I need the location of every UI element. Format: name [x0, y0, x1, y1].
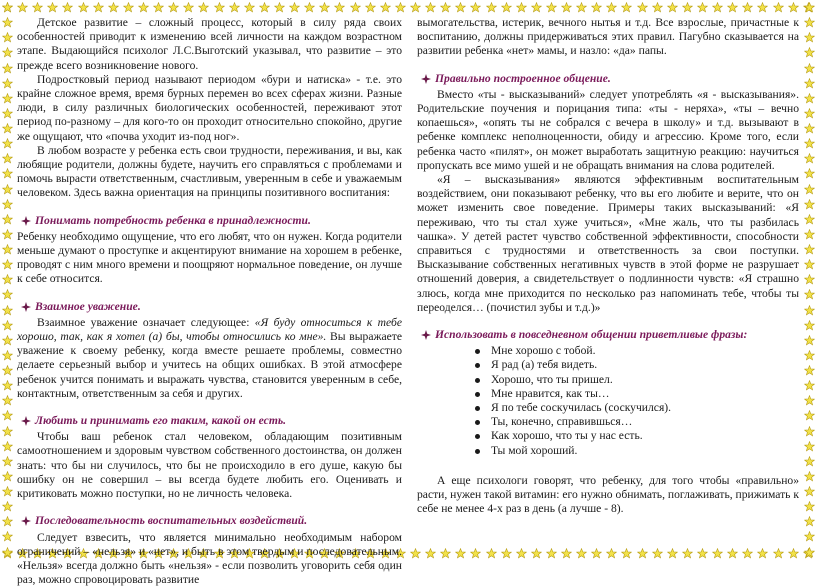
- star-icon: [2, 501, 13, 512]
- star-icon: [334, 2, 345, 13]
- friendly-phrases-list: [417, 344, 799, 458]
- star-icon: [198, 2, 209, 13]
- star-icon: [804, 501, 815, 512]
- star-icon: [304, 2, 315, 13]
- star-icon: [804, 441, 815, 452]
- star-border-top: [0, 0, 816, 14]
- star-icon: [804, 108, 815, 119]
- star-icon: [2, 350, 13, 361]
- star-icon: [410, 2, 421, 13]
- star-icon: [2, 63, 13, 74]
- bullet-icon: [475, 363, 480, 368]
- star-icon: [804, 380, 815, 391]
- star-icon: [804, 395, 815, 406]
- star-icon: [804, 410, 815, 421]
- star-icon: [455, 2, 466, 13]
- list-item: Я по тебе соскучилась (соскучился).: [417, 401, 799, 415]
- star-icon: [804, 531, 815, 542]
- star-icon: [2, 108, 13, 119]
- list-item: Хорошо, что ты пришел.: [417, 373, 799, 387]
- star-icon: [259, 2, 270, 13]
- star-icon: [2, 199, 13, 210]
- star-icon: [804, 456, 815, 467]
- star-icon: [47, 2, 58, 13]
- star-icon: [395, 2, 406, 13]
- diamond-bullet-icon: [421, 330, 431, 340]
- star-icon: [804, 305, 815, 316]
- star-icon: [32, 2, 43, 13]
- star-icon: [682, 2, 693, 13]
- star-icon: [804, 153, 815, 164]
- star-icon: [773, 2, 784, 13]
- star-icon: [470, 2, 481, 13]
- star-icon: [486, 2, 497, 13]
- star-icon: [153, 2, 164, 13]
- star-icon: [93, 2, 104, 13]
- star-icon: [697, 2, 708, 13]
- star-icon: [425, 2, 436, 13]
- star-icon: [2, 32, 13, 43]
- star-icon: [561, 2, 572, 13]
- star-icon: [804, 184, 815, 195]
- star-icon: [2, 441, 13, 452]
- star-icon: [2, 335, 13, 346]
- heading-friendly-phrases: Использовать в повседневном общении приветливые фразы:: [417, 328, 799, 342]
- star-icon: [804, 335, 815, 346]
- star-icon: [2, 305, 13, 316]
- bullet-icon: [475, 434, 480, 439]
- star-icon: [365, 2, 376, 13]
- star-icon: [214, 2, 225, 13]
- diamond-bullet-icon: [21, 216, 31, 226]
- star-icon: [2, 531, 13, 542]
- star-icon: [183, 2, 194, 13]
- heading-love: Любить и принимать его таким, какой он есть.: [17, 414, 402, 428]
- star-icon: [804, 289, 815, 300]
- star-icon: [606, 2, 617, 13]
- star-icon: [274, 2, 285, 13]
- star-icon: [804, 2, 815, 13]
- star-icon: [591, 2, 602, 13]
- star-icon: [804, 199, 815, 210]
- document-page: [17, 16, 799, 558]
- vitamin-paragraph: А еще психологи говорят, что ребенку, для того чтобы «правильно» расти, нужен такой витамин: его нужно обнимать, поглаживать, прижимать к себе не менее 4-х раз в день (а лучше - 8).: [417, 474, 799, 517]
- star-icon: [108, 2, 119, 13]
- star-icon: [2, 395, 13, 406]
- star-icon: [727, 2, 738, 13]
- star-icon: [788, 2, 799, 13]
- continuation-paragraph: вымогательства, истерик, вечного нытья и т.д. Все взрослые, причастные к воспитанию, должны придерживаться этих правил. Пагубно сказывается на развитии ребенка «нет» мамы, и назло: «да» папы.: [417, 16, 799, 59]
- star-icon: [804, 547, 815, 558]
- star-icon: [804, 259, 815, 270]
- star-icon: [123, 2, 134, 13]
- star-icon: [546, 2, 557, 13]
- list-item: Я рад (а) тебя видеть.: [417, 358, 799, 372]
- star-icon: [804, 214, 815, 225]
- star-icon: [804, 47, 815, 58]
- star-border-right: [802, 0, 816, 560]
- star-icon: [531, 2, 542, 13]
- belonging-paragraph: Ребенку необходимо ощущение, что его любят, что он нужен. Когда родители меньше думают о проступке и акцентируют внимание на хорошем в ребенке, проводят с ним много времени и поощряют нормальное поведение, он лучше к себе относится.: [17, 230, 402, 287]
- star-icon: [712, 2, 723, 13]
- star-icon: [804, 320, 815, 331]
- star-icon: [804, 471, 815, 482]
- star-icon: [2, 214, 13, 225]
- bullet-icon: [475, 349, 480, 354]
- heading-consistency: Последовательность воспитательных воздействий.: [17, 514, 402, 528]
- list-item: Мне нравится, как ты…: [417, 387, 799, 401]
- star-icon: [2, 17, 13, 28]
- star-icon: [804, 138, 815, 149]
- star-icon: [2, 410, 13, 421]
- star-icon: [621, 2, 632, 13]
- star-icon: [229, 2, 240, 13]
- bullet-icon: [475, 449, 480, 454]
- star-icon: [804, 93, 815, 104]
- star-icon: [2, 153, 13, 164]
- star-icon: [637, 2, 648, 13]
- star-icon: [2, 229, 13, 240]
- star-icon: [168, 2, 179, 13]
- star-icon: [2, 93, 13, 104]
- heading-belonging: Понимать потребность ребенка в принадлежности.: [17, 214, 402, 228]
- star-icon: [2, 138, 13, 149]
- star-icon: [804, 78, 815, 89]
- star-icon: [2, 365, 13, 376]
- star-icon: [804, 168, 815, 179]
- bullet-icon: [475, 378, 480, 383]
- star-icon: [804, 32, 815, 43]
- star-icon: [350, 2, 361, 13]
- star-icon: [2, 78, 13, 89]
- star-icon: [440, 2, 451, 13]
- star-icon: [804, 426, 815, 437]
- star-icon: [804, 365, 815, 376]
- love-paragraph: Чтобы ваш ребенок стал человеком, обладающим позитивным самоотношением и здоровым чувством собственного достоинства, он должен знать: что бы ни случилось, что бы не происходило в его душе, какую бы ошибку он не совершил – вы всегда будете любить его. Оценивать и критиковать можно поступки, но не личность человека.: [17, 430, 402, 501]
- diamond-bullet-icon: [21, 302, 31, 312]
- star-icon: [2, 47, 13, 58]
- star-icon: [667, 2, 678, 13]
- star-icon: [2, 2, 13, 13]
- star-icon: [2, 123, 13, 134]
- star-icon: [652, 2, 663, 13]
- star-icon: [2, 426, 13, 437]
- star-icon: [804, 350, 815, 361]
- star-icon: [804, 274, 815, 285]
- star-icon: [2, 380, 13, 391]
- bullet-icon: [475, 392, 480, 397]
- star-icon: [2, 486, 13, 497]
- left-column: [17, 16, 402, 558]
- star-icon: [2, 244, 13, 255]
- star-icon: [2, 456, 13, 467]
- star-icon: [380, 2, 391, 13]
- star-icon: [62, 2, 73, 13]
- star-icon: [17, 2, 28, 13]
- intro-paragraph: Детское развитие – сложный процесс, который в силу ряда своих особенностей приводит к изменению всей личности на каждом возрастном этапе. Выдающийся психолог Л.С.Выготский указывал, что развитие – это прежде всего возникновение нового.: [17, 16, 402, 73]
- list-item: Как хорошо, что ты у нас есть.: [417, 429, 799, 443]
- star-icon: [2, 259, 13, 270]
- heading-communication: Правильно построенное общение.: [417, 72, 799, 86]
- star-icon: [2, 516, 13, 527]
- star-icon: [138, 2, 149, 13]
- star-icon: [576, 2, 587, 13]
- star-icon: [516, 2, 527, 13]
- star-icon: [804, 123, 815, 134]
- bullet-icon: [475, 420, 480, 425]
- star-icon: [742, 2, 753, 13]
- star-icon: [501, 2, 512, 13]
- heading-respect: Взаимное уважение.: [17, 300, 402, 314]
- star-icon: [757, 2, 768, 13]
- you-statements-paragraph: Вместо «ты - высказываний» следует употреблять «я - высказывания». Родительские поучения и порицания типа: «ты - неряха», «ты – вечно копаешься», «опять ты не собрался с вечера в школу» и т.д. вызывают в ребенке комплекс неполноценности, обиду и агрессию. Кроме того, если ребенка часто «пилят», он может выработать защитную реакцию: научиться пропускать все мимо ушей и не обращать внимания на слова родителей.: [417, 88, 799, 173]
- diamond-bullet-icon: [21, 416, 31, 426]
- star-icon: [804, 486, 815, 497]
- star-icon: [2, 289, 13, 300]
- respect-paragraph: Взаимное уважение означает следующее: «Я буду относиться к тебе хорошо, так, как я хотел (а) бы, чтобы относились ко мне». Вы выражаете уважение к своему ребенку, когда вместе решаете проблемы, совместно делаете серьезный выбор и учитесь на общих ошибках. В этой атмосфере ребенок учится понимать и выражать чувства, становится уверенным в себе, контактным, ответственным за себя и других.: [17, 316, 402, 401]
- star-icon: [319, 2, 330, 13]
- star-icon: [804, 63, 815, 74]
- diamond-bullet-icon: [21, 516, 31, 526]
- star-icon: [804, 244, 815, 255]
- list-item: Ты мой хороший.: [417, 444, 799, 458]
- star-icon: [804, 17, 815, 28]
- star-icon: [2, 184, 13, 195]
- principles-paragraph: В любом возрасте у ребенка есть свои трудности, переживания, и вы, как любящие родители, должны будете, научить его справляться с проблемами и помочь вырасти ответственным, счастливым, уверенным в себе и уважаемым человеком. Здесь важна ориентация на принципы позитивного воспитания:: [17, 144, 402, 201]
- list-item: Ты, конечно, справившься…: [417, 415, 799, 429]
- star-icon: [804, 229, 815, 240]
- star-icon: [2, 274, 13, 285]
- star-icon: [2, 168, 13, 179]
- star-icon: [289, 2, 300, 13]
- star-icon: [2, 471, 13, 482]
- i-statements-paragraph: «Я – высказывания» являются эффективным воспитательным воздействием, они показывают ребенку, что вы его любите и верите, что он может изменить свое поведение. Примеры таких высказываний: «Я переживаю, что ты стал хуже учиться», «Мне жаль, что ты разбилась чашка». У детей растет чувство собственной эффективности, способности справиться с трудностями и ответственность за свои поступки. Высказывание собственных негативных чувств в этой форме не разрушает отношений доверия, а свидетельствует о подлинности чувств: «Я страшно злюсь, когда мне приходится по несколько раз напоминать тебе, чтобы ты переоделся… (почистил зубы и т.д.)»: [417, 173, 799, 315]
- diamond-bullet-icon: [421, 74, 431, 84]
- star-icon: [78, 2, 89, 13]
- star-icon: [804, 516, 815, 527]
- list-item: Мне хорошо с тобой.: [417, 344, 799, 358]
- adolescence-paragraph: Подростковый период называют периодом «бури и натиска» - т.е. это крайне сложное время, время бурных перемен во всех сферах жизни. Разные люди, в силу различных биологических особенностей, переживают этот период по-разному – для кого-то он проходит относительно спокойно, другие же ощущают, что «почва уходит из-под ног».: [17, 73, 402, 144]
- consistency-paragraph: Следует взвесить, что является минимально необходимым набором ограничений – «нельзя» и «нет», и быть в этом твердым и последовательным. «Нельзя» всегда должно быть «нельзя» - если позволить уговорить себя один раз, можно спровоцировать развитие: [17, 531, 402, 587]
- star-icon: [2, 547, 13, 558]
- right-column: [417, 16, 799, 558]
- star-icon: [2, 320, 13, 331]
- bullet-icon: [475, 406, 480, 411]
- star-border-left: [0, 0, 14, 560]
- star-icon: [244, 2, 255, 13]
